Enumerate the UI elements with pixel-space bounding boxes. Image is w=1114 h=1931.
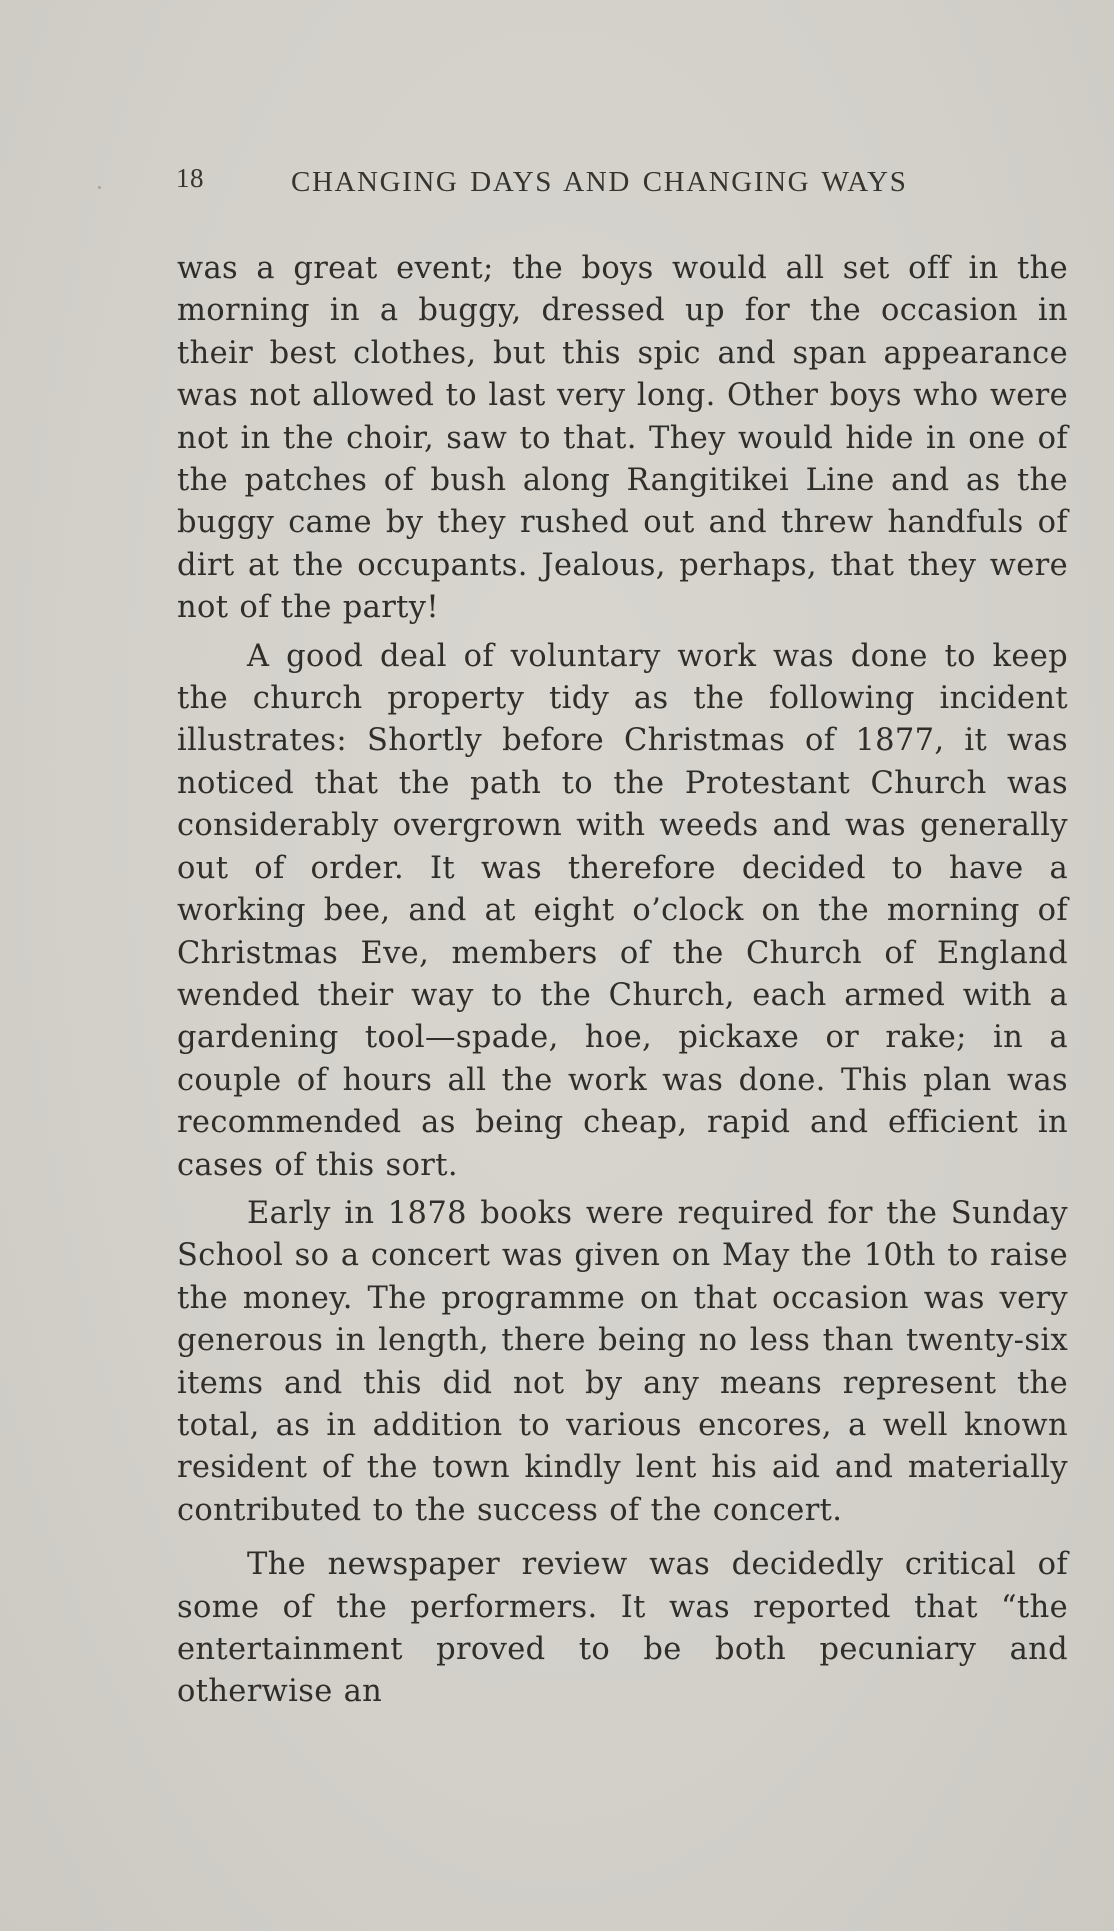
running-title: CHANGING DAYS AND CHANGING WAYS bbox=[291, 166, 908, 198]
paragraph-concert: Early in 1878 books were required for the Sunday School so a concert was given on May the 10th to raise the money. The programme on that occasion was very generous in length, there being no less than twenty-six items and this did not by any means represent the total, as in addition to various encores, a well known resident of the town kindly lent his aid and materially contributed to the success of the concert. bbox=[177, 1195, 1068, 1528]
paragraph-newspaper-review: The newspaper review was decidedly critical of some of the performers. It was reported that “the entertainment proved to be both pecuniary and otherwise an bbox=[177, 1547, 1068, 1710]
body-text bbox=[177, 248, 1068, 1714]
page-number: 18 bbox=[176, 163, 204, 193]
running-header bbox=[176, 163, 956, 203]
paragraph-working-bee: A good deal of voluntary work was done to keep the church property tidy as the following incident illustrates: Shortly before Christmas of 1877, it was noticed that the path to the Protestant Church was considerably overgrown with weeds and was generally out of order. It was therefore decided to have a working bee, and at eight o’clock on the morning of Christmas Eve, members of the Church of England wended their way to the Church, each armed with a gardening tool—spade, hoe, pickaxe or rake; in a couple of hours all the work was done. This plan was recommended as being cheap, rapid and efficient in cases of this sort. bbox=[177, 638, 1068, 1183]
paragraph-choir-trip: was a great event; the boys would all set off in the morning in a buggy, dressed up for the occasion in their best clothes, but this spic and span appearance was not allowed to last very long. Other boys who were not in the choir, saw to that. They would hide in one of the patches of bush along Rangitikei Line and as the buggy came by they rushed out and threw handfuls of dirt at the occupants. Jealous, perhaps, that they were not of the party! bbox=[177, 251, 1068, 626]
page-speck bbox=[98, 186, 101, 189]
